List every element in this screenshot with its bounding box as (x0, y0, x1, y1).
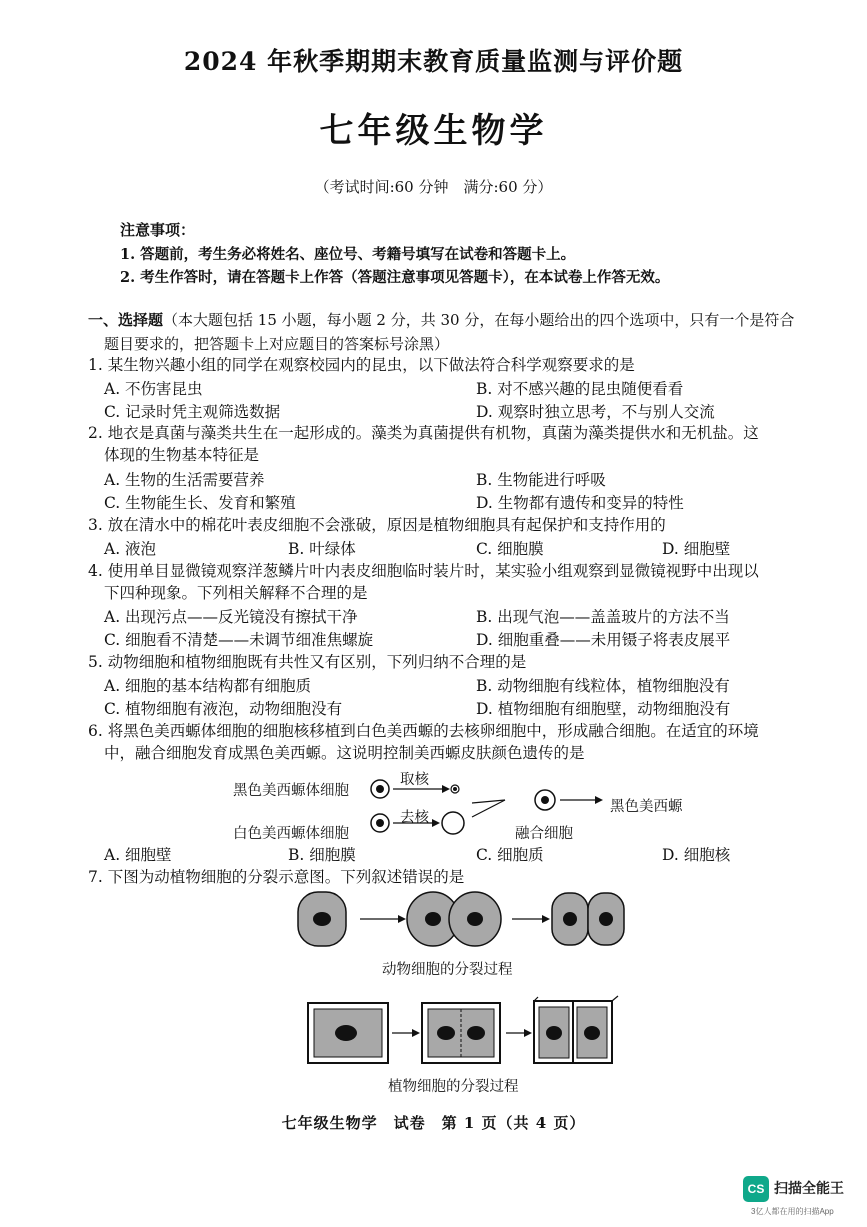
option-d: D. 细胞壁 (662, 540, 731, 558)
nuclear-transfer-diagram (360, 770, 610, 840)
option-d: D. 细胞重叠——未用镊子将表皮展平 (476, 631, 731, 649)
page-footer: 七年级生物学 试卷 第 1 页（共 4 页） (281, 1114, 586, 1132)
option-b: B. 对不感兴趣的昆虫随便看看 (476, 380, 684, 398)
question-stem-cont: 体现的生物基本特征是 (104, 446, 260, 464)
option-c: C. 细胞质 (476, 846, 544, 864)
daughter-animal-cells-icon (552, 893, 624, 945)
dividing-animal-cell-icon (407, 892, 501, 946)
notes-heading: 注意事项： (120, 221, 196, 239)
question-3 (88, 514, 828, 536)
white-cell-icon (371, 814, 389, 832)
option-a: A. 生物的生活需要营养 (104, 471, 265, 489)
option-d: D. 生物都有遗传和变异的特性 (476, 494, 684, 512)
black-cell-label: 黑色美西螈体细胞 (233, 783, 349, 799)
question-stem: 5. 动物细胞和植物细胞既有共性又有区别，下列归纳不合理的是 (88, 653, 527, 671)
fused-cell-icon (535, 790, 555, 810)
question-stem: 4. 使用单目显微镜观察洋葱鳞片叶内表皮细胞临时装片时，某实验小组观察到显微镜视野中出现以 (88, 562, 759, 580)
note-item: 1. 答题前，考生务必将姓名、座位号、考籍号填写在试卷和答题卡上。 (120, 246, 576, 263)
camscanner-tagline: 3亿人都在用的扫描App (751, 1207, 834, 1216)
exam-info: （考试时间:60 分钟 满分:60 分） (314, 178, 553, 196)
exam-title: 2024 年秋季期期末教育质量监测与评价题 (183, 47, 684, 76)
question-stem-cont: 中，融合细胞发育成黑色美西螈。这说明控制美西螈皮肤颜色遗传的是 (104, 744, 585, 762)
question-6 (88, 720, 828, 764)
option-c: C. 生物能生长、发育和繁殖 (104, 494, 296, 512)
option-a: A. 出现污点——反光镜没有擦拭干净 (104, 608, 358, 626)
daughter-plant-cells-icon (534, 996, 618, 1063)
question-stem: 6. 将黑色美西螈体细胞的细胞核移植到白色美西螈的去核卵细胞中，形成融合细胞。在适宜的环境 (88, 722, 759, 740)
question-stem: 2. 地衣是真菌与藻类共生在一起形成的。藻类为真菌提供有机物，真菌为藻类提供水和无机盐。这 (88, 424, 759, 442)
option-a: A. 液泡 (104, 540, 157, 558)
option-b: B. 细胞膜 (288, 846, 356, 864)
option-c: C. 记录时凭主观筛选数据 (104, 403, 281, 421)
result-label: 黑色美西螈 (610, 799, 683, 815)
option-b: B. 动物细胞有线粒体，植物细胞没有 (476, 677, 730, 695)
question-7 (88, 866, 828, 888)
note-item: 2. 考生作答时，请在答题卡上作答（答题注意事项见答题卡），在本试卷上作答无效。 (120, 269, 670, 286)
option-a: A. 细胞的基本结构都有细胞质 (104, 677, 312, 695)
question-1 (88, 354, 828, 376)
question-stem: 1. 某生物兴趣小组的同学在观察校园内的昆虫，以下做法符合科学观察要求的是 (88, 356, 635, 374)
dividing-plant-cell-icon (422, 1003, 500, 1063)
option-c: C. 细胞看不清楚——未调节细准焦螺旋 (104, 631, 374, 649)
option-d: D. 植物细胞有细胞壁，动物细胞没有 (476, 700, 731, 718)
option-d: D. 细胞核 (662, 846, 731, 864)
fused-cell-label: 融合细胞 (515, 826, 573, 842)
camscanner-logo: CS (743, 1176, 769, 1202)
option-b: B. 出现气泡——盖盖玻片的方法不当 (476, 608, 730, 626)
animal-caption: 动物细胞的分裂过程 (382, 962, 513, 978)
remove-nucleus-label: 去核 (400, 810, 429, 826)
subject-title: 七年级生物学 (319, 111, 548, 151)
option-c: C. 细胞膜 (476, 540, 544, 558)
section-desc-2: 题目要求的，把答题卡上对应题目的答案标号涂黑） (104, 335, 450, 353)
enucleated-egg-icon (442, 812, 464, 834)
option-a: A. 细胞壁 (104, 846, 172, 864)
animal-cell-division-diagram (290, 888, 630, 953)
option-d: D. 观察时独立思考，不与别人交流 (476, 403, 715, 421)
black-cell-icon (371, 780, 389, 798)
section-desc: （本大题包括 15 小题，每小题 2 分，共 30 分，在每小题给出的四个选项中，只有一个是符合 (163, 311, 795, 329)
option-b: B. 叶绿体 (288, 540, 356, 558)
section-header (88, 308, 818, 356)
plant-caption: 植物细胞的分裂过程 (388, 1079, 519, 1095)
take-nucleus-label: 取核 (400, 772, 429, 788)
nucleus-icon (451, 785, 459, 793)
option-c: C. 植物细胞有液泡，动物细胞没有 (104, 700, 343, 718)
camscanner-name: 扫描全能王 (774, 1180, 844, 1196)
question-5 (88, 651, 828, 673)
plant-cell-icon (308, 1003, 388, 1063)
white-cell-label: 白色美西螈体细胞 (233, 826, 349, 842)
question-2 (88, 422, 828, 466)
option-a: A. 不伤害昆虫 (104, 380, 203, 398)
animal-cell-icon (298, 892, 346, 946)
question-stem: 7. 下图为动植物细胞的分裂示意图。下列叙述错误的是 (88, 868, 465, 886)
section-label: 一、选择题 (88, 311, 164, 329)
question-stem: 3. 放在清水中的棉花叶表皮细胞不会涨破，原因是植物细胞具有起保护和支持作用的 (88, 516, 666, 534)
plant-cell-division-diagram (300, 995, 630, 1070)
option-b: B. 生物能进行呼吸 (476, 471, 606, 489)
question-4 (88, 560, 828, 604)
question-stem-cont: 下四种现象。下列相关解释不合理的是 (104, 584, 368, 602)
